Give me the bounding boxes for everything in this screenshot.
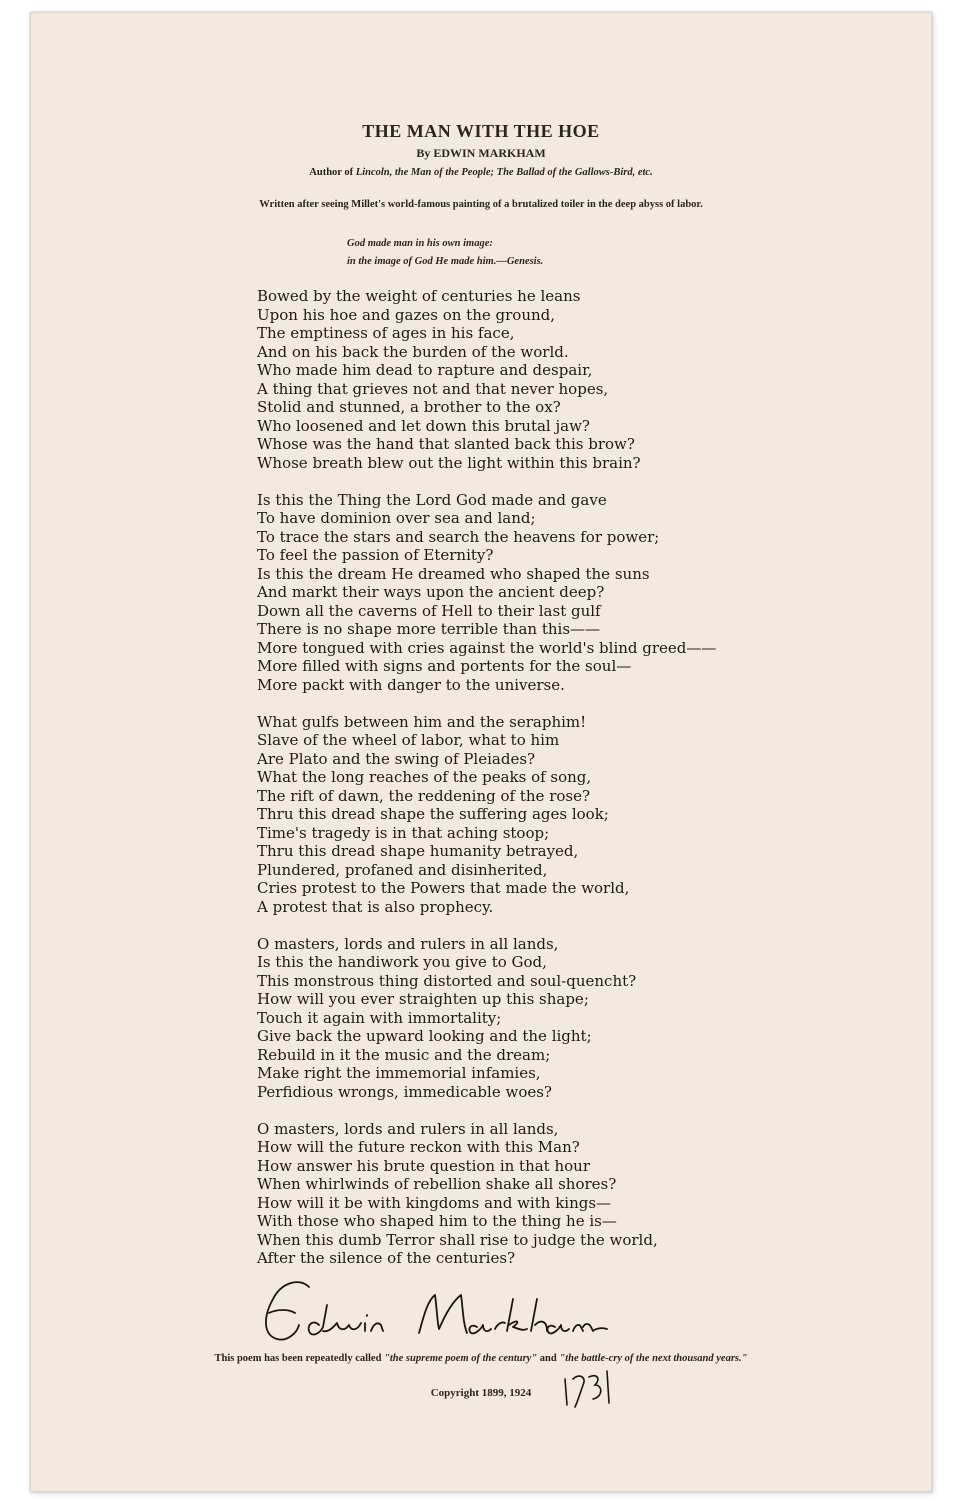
poem-line: Thru this dread shape humanity betrayed, (257, 842, 579, 860)
footer-line-1 (31, 1349, 931, 1368)
poem-line: Make right the immemorial infamies, (257, 1064, 541, 1082)
poem-line: More packt with danger to the universe. (257, 675, 565, 694)
poem-line: How will it be with kingdoms and with kings— (257, 1193, 612, 1212)
poem-line: Slave of the wheel of labor, what to him (257, 731, 560, 749)
footer-middle: and (537, 1353, 560, 1364)
stanza (257, 491, 716, 695)
poem-line: Whose breath blew out the light within this brain? (257, 453, 641, 472)
author-works: Lincoln, the Man of the People; The Ballad of the Gallows-Bird, etc. (355, 167, 653, 178)
byline: By EDWIN MARKHAM (416, 146, 546, 160)
poem-line: Bowed by the weight of centuries he leans (257, 287, 581, 305)
poem-line: More filled with signs and portents for the soul— (257, 657, 632, 675)
poem-line: Are Plato and the swing of Pleiades? (257, 749, 536, 768)
poem-line: Time's tragedy is in that aching stoop; (257, 823, 550, 842)
poem-line: There is no shape more terrible than this—— (257, 620, 601, 638)
poem-line: What gulfs between him and the seraphim! (257, 712, 587, 731)
poem-line: Whose was the hand that slanted back this brow? (257, 435, 635, 453)
footer-quote-1: "the supreme poem of the century" (384, 1353, 538, 1364)
header (31, 121, 931, 178)
poem-line: And markt their ways upon the ancient deep? (257, 583, 605, 601)
poem-body (257, 287, 716, 1286)
poem-line: What the long reaches of the peaks of song, (257, 768, 592, 786)
stanza (257, 935, 716, 1102)
poem-line: O masters, lords and rulers in all lands, (257, 1119, 559, 1138)
poem-line: Stolid and stunned, a brother to the ox? (257, 398, 561, 416)
poem-line: Upon his hoe and gazes on the ground, (257, 305, 556, 324)
poem-line: With those who shaped him to the thing he is— (257, 1212, 617, 1230)
stanza (257, 287, 716, 472)
poem-line: The rift of dawn, the reddening of the rose? (257, 786, 591, 805)
poem-line: When this dumb Terror shall rise to judge the world, (257, 1230, 658, 1249)
footer-note (31, 1349, 931, 1368)
painting-note: Written after seeing Millet's world-famous painting of a brutalized toiler in the deep abyss of labor. (259, 199, 703, 210)
poem-line: O masters, lords and rulers in all lands, (257, 934, 559, 953)
footer-quote-2: "the battle-cry of the next thousand years." (559, 1353, 748, 1364)
poem-line: Who made him dead to rapture and despair, (257, 361, 593, 379)
poem-title: THE MAN WITH THE HOE (362, 121, 600, 141)
poem-line: A protest that is also prophecy. (257, 897, 494, 916)
poem-line: Give back the upward looking and the light; (257, 1027, 592, 1045)
poem-line: Is this the handiwork you give to God, (257, 953, 547, 971)
poem-line: Who loosened and let down this brutal jaw? (257, 416, 590, 435)
poem-line: Plundered, profaned and disinherited, (257, 860, 548, 879)
poem-line: A thing that grieves not and that never hopes, (257, 379, 609, 398)
copyright: Copyright 1899, 1924 (430, 1387, 532, 1399)
poem-line: Thru this dread shape the suffering ages look; (257, 805, 609, 823)
footer-prefix: This poem has been repeatedly called (214, 1353, 385, 1364)
poem-line: More tongued with cries against the world's blind greed—— (257, 638, 717, 657)
poem-line: How answer his brute question in that hour (257, 1156, 591, 1175)
poem-line: How will the future reckon with this Man? (257, 1138, 580, 1156)
poem-line: To feel the passion of Eternity? (257, 546, 494, 564)
poem-line: Rebuild in it the music and the dream; (257, 1045, 551, 1064)
poem-line: This monstrous thing distorted and soul-quencht? (257, 971, 637, 990)
handwritten-year (557, 1365, 617, 1409)
epigraph (347, 235, 543, 271)
poem-line: After the silence of the centuries? (257, 1249, 516, 1267)
handwritten-signature (251, 1269, 631, 1359)
poem-line: The emptiness of ages in his face, (257, 324, 515, 342)
poem-line: Cries protest to the Powers that made the world, (257, 879, 630, 897)
poem-line: Is this the Thing the Lord God made and gave (257, 490, 607, 509)
poem-line: Down all the caverns of Hell to their last gulf (257, 601, 601, 620)
poem-line: To have dominion over sea and land; (257, 509, 536, 527)
poem-line: How will you ever straighten up this shape; (257, 990, 589, 1008)
poem-line: Perfidious wrongs, immedicable woes? (257, 1082, 552, 1101)
author-prefix: Author of (309, 167, 356, 178)
poem-line: Touch it again with immortality; (257, 1008, 502, 1027)
document-page (30, 12, 932, 1492)
author-works-line (31, 167, 931, 178)
poem-line: When whirlwinds of rebellion shake all shores? (257, 1175, 617, 1193)
stanza (257, 1120, 716, 1268)
poem-line: To trace the stars and search the heavens for power; (257, 527, 660, 546)
epigraph-line: God made man in his own image: (347, 238, 493, 249)
epigraph-line: in the image of God He made him.—Genesis. (347, 256, 544, 267)
stanza (257, 713, 716, 917)
poem-line: Is this the dream He dreamed who shaped the suns (257, 564, 650, 583)
poem-line: And on his back the burden of the world. (257, 342, 569, 361)
